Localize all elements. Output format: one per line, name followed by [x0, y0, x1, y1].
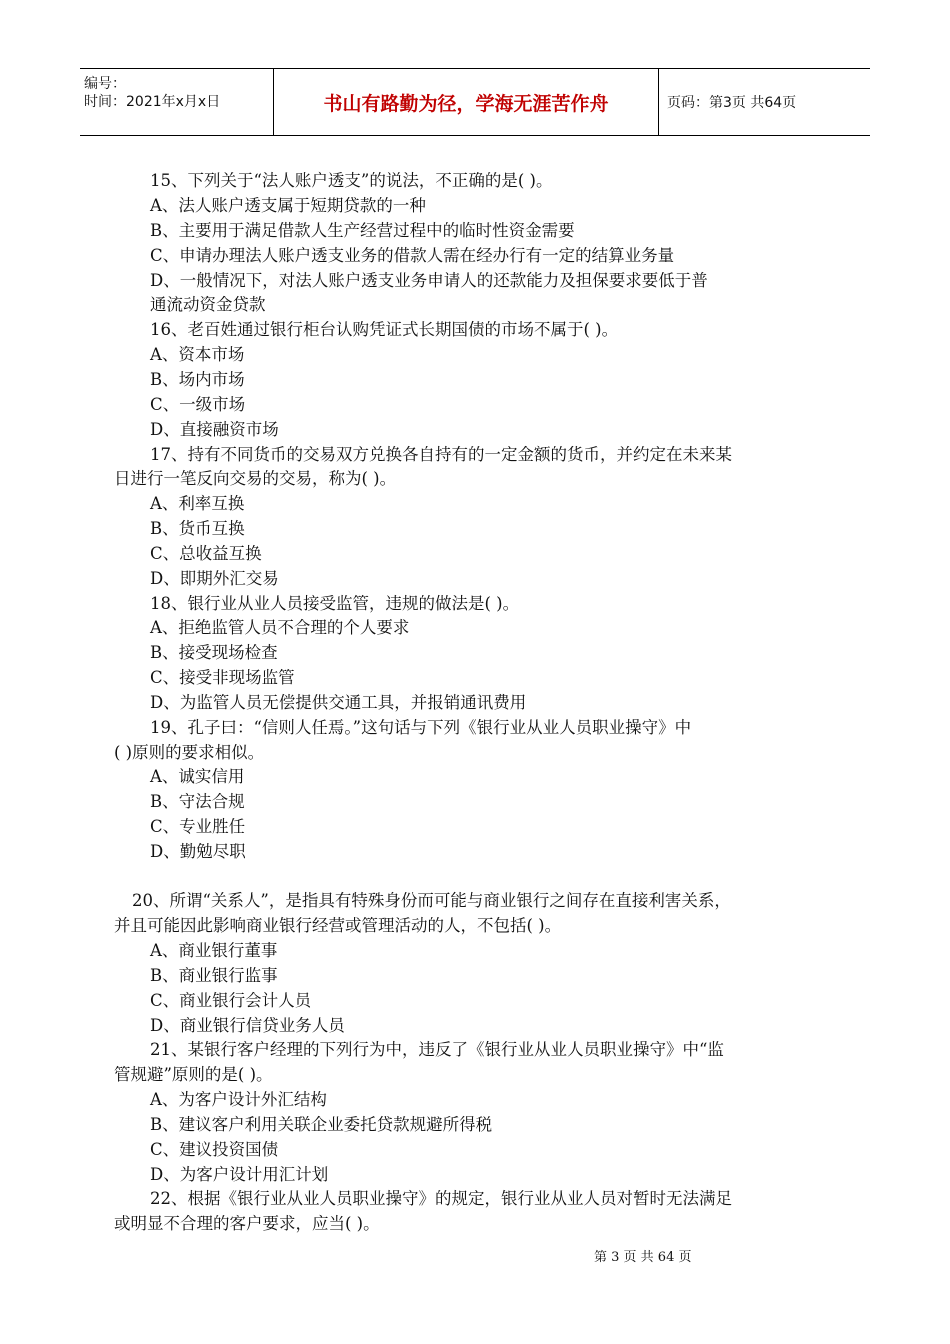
- option-line: C、接受非现场监管: [150, 668, 295, 687]
- question-15: 15、下列关于“法人账户透支”的说法，不正确的是( )。: [150, 171, 553, 190]
- option-line: A、为客户设计外汇结构: [150, 1090, 327, 1109]
- question-17: 17、持有不同货币的交易双方兑换各自持有的一定金额的货币，并约定在未来某: [150, 445, 732, 464]
- question-20-continued: 并且可能因此影响商业银行经营或管理活动的人，不包括( )。: [114, 916, 562, 935]
- option-line: A、诚实信用: [150, 767, 245, 786]
- document-time: 时间：2021年x月x日: [84, 94, 221, 110]
- option-line-continued: 通流动资金贷款: [150, 295, 266, 314]
- option-line: D、商业银行信贷业务人员: [150, 1016, 345, 1035]
- option-line: A、资本市场: [150, 345, 245, 364]
- question-18: 18、银行业从业人员接受监管，违规的做法是( )。: [150, 594, 520, 613]
- option-line: B、接受现场检查: [150, 643, 278, 662]
- option-line: C、申请办理法人账户透支业务的借款人需在经办行有一定的结算业务量: [150, 246, 675, 265]
- header-meta: [80, 69, 274, 135]
- option-line: D、为监管人员无偿提供交通工具，并报销通讯费用: [150, 693, 527, 712]
- option-line: B、商业银行监事: [150, 966, 278, 985]
- option-line: B、建议客户利用关联企业委托贷款规避所得税: [150, 1115, 493, 1134]
- option-line: C、商业银行会计人员: [150, 991, 312, 1010]
- option-line: C、总收益互换: [150, 544, 262, 563]
- option-line: D、一般情况下，对法人账户透支业务申请人的还款能力及担保要求要低于普: [150, 271, 708, 290]
- option-line: D、直接融资市场: [150, 420, 279, 439]
- header-page-info: 页码：第3页 共64页: [667, 95, 797, 111]
- option-line: B、货币互换: [150, 519, 245, 538]
- header-motto: 书山有路勤为径，学海无涯苦作舟: [274, 69, 659, 135]
- question-20: 20、所谓“关系人”，是指具有特殊身份而可能与商业银行之间存在直接利害关系，: [132, 891, 731, 910]
- option-line: A、商业银行董事: [150, 941, 278, 960]
- option-line: C、建议投资国债: [150, 1140, 279, 1159]
- question-19-continued: ( )原则的要求相似。: [114, 743, 265, 762]
- question-16: 16、老百姓通过银行柜台认购凭证式长期国债的市场不属于( )。: [150, 320, 619, 339]
- page-footer: 第 3 页 共 64 页: [594, 1250, 692, 1265]
- option-line: B、场内市场: [150, 370, 245, 389]
- question-17-continued: 日进行一笔反向交易的交易，称为( )。: [114, 469, 397, 488]
- question-22: 22、根据《银行业从业人员职业操守》的规定，银行业从业人员对暂时无法满足: [150, 1189, 732, 1208]
- option-line: B、守法合规: [150, 792, 245, 811]
- option-line: A、法人账户透支属于短期贷款的一种: [150, 196, 426, 215]
- option-line: D、为客户设计用汇计划: [150, 1165, 329, 1184]
- option-line: C、一级市场: [150, 395, 246, 414]
- document-number: 编号：: [84, 76, 126, 92]
- option-line: A、利率互换: [150, 494, 245, 513]
- question-21-continued: 管规避”原则的是( )。: [114, 1065, 273, 1084]
- option-line: A、拒绝监管人员不合理的个人要求: [150, 618, 410, 637]
- option-line: C、专业胜任: [150, 817, 246, 836]
- option-line: D、勤勉尽职: [150, 842, 246, 861]
- question-22-continued: 或明显不合理的客户要求，应当( )。: [114, 1214, 380, 1233]
- question-19: 19、孔子曰：“信则人任焉。”这句话与下列《银行业从业人员职业操守》中: [150, 718, 692, 737]
- option-line: B、主要用于满足借款人生产经营过程中的临时性资金需要: [150, 221, 575, 240]
- page-header: [80, 68, 870, 136]
- question-21: 21、某银行客户经理的下列行为中，违反了《银行业从业人员职业操守》中“监: [150, 1040, 724, 1059]
- option-line: D、即期外汇交易: [150, 569, 279, 588]
